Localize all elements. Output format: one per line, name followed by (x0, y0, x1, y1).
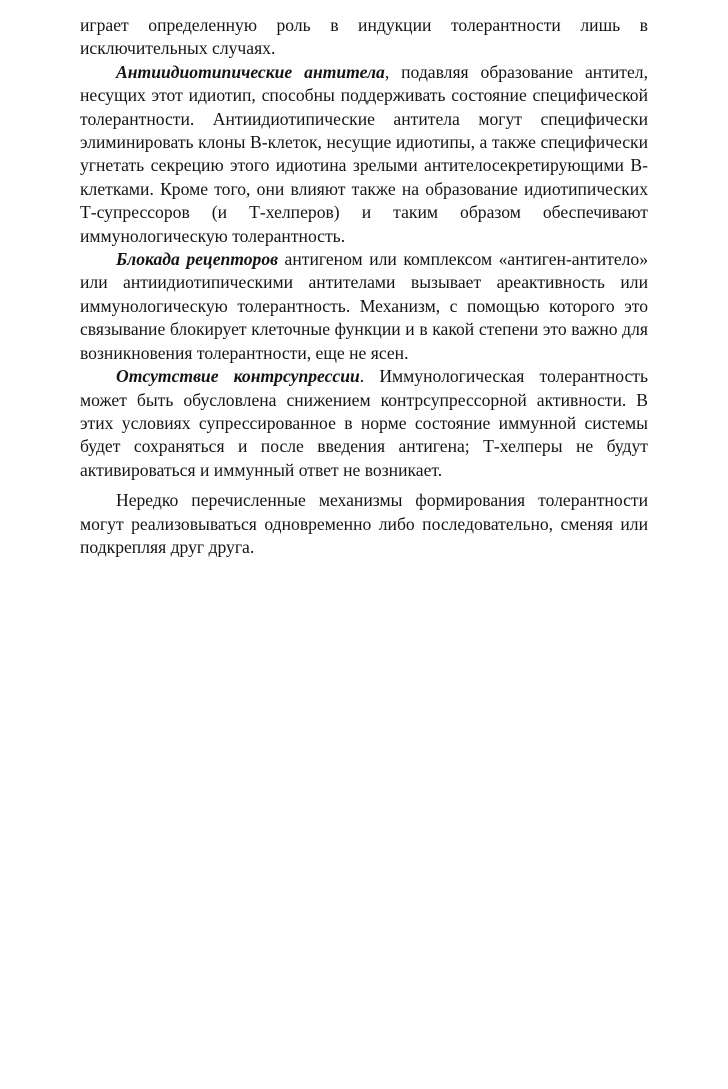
page-text (80, 14, 648, 559)
paragraph-text: играет определенную роль в индукции толерантности лишь в исключительных случаях. (80, 15, 648, 59)
paragraph-no-contrasuppression (80, 365, 648, 482)
paragraph-continuation (80, 14, 648, 61)
paragraph-receptor-blockade (80, 248, 648, 365)
paragraph-term: Блокада рецепторов (116, 249, 279, 270)
paragraph-text: Нередко перечисленные механизмы формирования толерантности могут реализовываться одновременно либо последовательно, сменяя или подкрепляя друг друга. (80, 490, 648, 557)
paragraph-text: , подавляя образование антител, несущих этот идиотип, способны поддерживать состояние специфической толерантности. Антиидиотипические антитела могут специфически элиминировать клоны В-клеток, несущие идиотипы, а также специфически угнетать секрецию этого идиотина зрелыми антителосекретирующими В-клетками. Кроме того, они влияют также на образование идиотипических Т-супрессоров (и Т-хелперов) и таким образом обеспечивают иммунологическую толерантность. (80, 61, 648, 246)
paragraph-term: Антиидиотипические антитела (116, 61, 385, 82)
paragraph-text: . Иммунологическая толерантность может быть обусловлена снижением контрсупрессорной активности. В этих условиях супрессированное в норме состояние иммунной системы будет сохраняться и после введения антигена; Т-хелперы не будут активироваться и иммунный ответ не возникает. (80, 366, 648, 480)
paragraph-text: антигеном или комплексом «антиген-антитело» или антиидиотипическими антителами вызывает ареактивность или иммунологическую толерантность. Механизм, с помощью которого это связывание блокирует клеточные функции и в какой степени это важно для возникновения толерантности, еще не ясен. (80, 249, 648, 363)
paragraph-conclusion (80, 489, 648, 559)
paragraph-anti-idiotypic-antibodies (80, 61, 648, 248)
paragraph-term: Отсутствие контрсупрессии (116, 366, 360, 387)
